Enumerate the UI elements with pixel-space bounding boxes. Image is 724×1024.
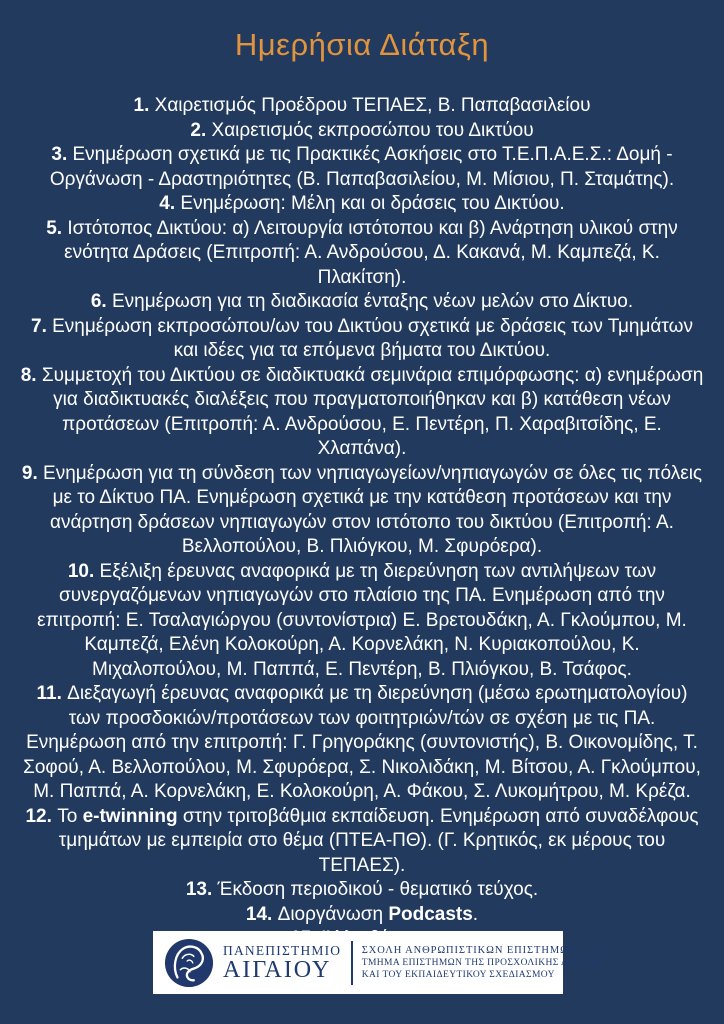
agenda-item-text: Εξέλιξη έρευνας αναφορικά με τη διερεύνηση των αντιλήψεων των συνεργαζόμενων νηπιαγωγών στο πλαίσιο της ΠΑ. Ενημέρωση από την επιτροπή: Ε. Τσαλαγιώργου (συντονίστρια) Ε. Βρετουδάκη, Α. Γκλούμπου, Μ. Καμπεζά, Ελένη Κολοκούρη, Α. Κορνελάκη, Ν. Κυριακοπούλου, Κ. Μιχαλοπούλου, Μ. Παππά, Ε. Πεντέρη, Β. Πλιόγκου, Β. Τσάφος. bbox=[37, 560, 687, 680]
agenda-item-text: Χαιρετισμός Προέδρου ΤΕΠΑΕΣ, Β. Παπαβασιλείου bbox=[154, 95, 591, 116]
agenda-item bbox=[20, 878, 704, 903]
agenda-item-number: 2. bbox=[190, 119, 212, 141]
agenda-item-number: 5. bbox=[46, 217, 68, 239]
agenda-item-number: 6. bbox=[90, 291, 112, 312]
agenda-item-text: Ενημέρωση: Μέλη και οι δράσεις του Δικτύου. bbox=[180, 193, 565, 214]
agenda-item-emphasis: e-twinning bbox=[82, 805, 178, 827]
agenda-item-number: 8. bbox=[20, 364, 42, 386]
agenda-item-number: 9. bbox=[21, 462, 44, 484]
agenda-item bbox=[20, 315, 704, 364]
agenda-item bbox=[20, 364, 704, 462]
agenda-item-emphasis: Podcasts bbox=[388, 903, 473, 925]
agenda-item-text: Ενημέρωση για τη σύνδεση των νηπιαγωγείων/νηπιαγωγών σε όλες τις πόλεις με το Δίκτυο ΠΑ. Ενημέρωση σχετικά με την κατάθεση προτάσεων και την ανάρτηση δράσεων νηπιαγωγών στον ιστότοπο του δικτύου (Επιτροπή: Α. Βελλοπούλου, Β. Πλιόγκου, Μ. Σφυρόερα). bbox=[43, 462, 703, 557]
university-name-line1: ΠΑΝΕΠΙΣΤΗΜΙΟ bbox=[223, 943, 342, 958]
agenda-item-number: 3. bbox=[51, 144, 73, 165]
agenda-item bbox=[20, 94, 704, 119]
agenda-item-number: 13. bbox=[185, 879, 218, 900]
agenda-item-number: 12. bbox=[25, 805, 58, 827]
agenda-item bbox=[20, 560, 704, 683]
logo-divider bbox=[351, 941, 353, 985]
agenda-item-text: Ενημέρωση για τη διαδικασία ένταξης νέων μελών στο Δίκτυο. bbox=[111, 291, 634, 312]
school-name: ΣΧΟΛΗ ΑΝΘΡΩΠΙΣΤΙΚΩΝ ΕΠΙΣΤΗΜΩΝ bbox=[361, 945, 578, 956]
agenda-item-number: 11. bbox=[36, 683, 68, 704]
agenda-item bbox=[20, 143, 704, 192]
agenda-item bbox=[20, 462, 704, 560]
agenda-item-text: Το bbox=[57, 805, 83, 827]
agenda-item-text: Ιστότοπος Δικτύου: α) Λειτουργία ιστότοπου και β) Ανάρτηση υλικού στην ενότητα Δράσεις (Επιτροπή: Α. Ανδρούσου, Δ. Κακανά, Μ. Καμπεζά, Κ. Πλακίτση). bbox=[64, 217, 678, 288]
agenda-item-text: Ενημέρωση σχετικά με τις Πρακτικές Ασκήσεις στο Τ.Ε.Π.Α.Ε.Σ.: Δομή - Οργάνωση - Δραστηριότητες (Β. Παπαβασιλείου, Μ. Μίσιου, Π. Σταμάτης). bbox=[49, 144, 675, 190]
university-logo bbox=[153, 931, 601, 994]
agenda-item bbox=[20, 682, 704, 805]
agenda-item-number: 14. bbox=[245, 903, 278, 925]
agenda-item bbox=[20, 903, 704, 928]
university-name bbox=[223, 943, 341, 982]
agenda-item bbox=[20, 119, 704, 144]
agenda-item-text: Χαιρετισμός εκπροσώπου του Δικτύου bbox=[211, 119, 534, 141]
department-name-line2: ΚΑΙ ΤΟΥ ΕΚΠΑΙΔΕΥΤΙΚΟΥ ΣΧΕΔΙΑΣΜΟΥ bbox=[361, 969, 555, 980]
aegean-university-seal-icon bbox=[164, 938, 214, 988]
agenda-item bbox=[20, 805, 704, 879]
agenda-item-text: Έκδοση περιοδικού - θεματικό τεύχος. bbox=[217, 879, 539, 900]
department-name-line1: ΤΜΗΜΑ ΕΠΙΣΤΗΜΩΝ ΤΗΣ ΠΡΟΣΧΟΛΙΚΗΣ ΑΓΩΓΗΣ bbox=[361, 958, 601, 968]
agenda-item-text: Διοργάνωση bbox=[277, 903, 389, 925]
agenda-item-text: . bbox=[472, 903, 479, 925]
agenda-item bbox=[20, 192, 704, 217]
university-name-line2: ΑΙΓΑΙΟΥ bbox=[223, 957, 332, 983]
agenda-item-number: 7. bbox=[31, 315, 53, 337]
agenda-item-number: 10. bbox=[67, 560, 100, 582]
agenda-item-text: Ενημέρωση εκπροσώπου/ων του Δικτύου σχετικά με δράσεις των Τμημάτων και ιδέες για τα επόμενα βήματα του Δικτύου. bbox=[52, 315, 693, 361]
agenda-item-text: Συμμετοχή του Δικτύου σε διαδικτυακά σεμινάρια επιμόρφωσης: α) ενημέρωση για διαδικτυακές διαλέξεις που πραγματοποιήθηκαν και β) κατάθεση νέων προτάσεων (Επιτροπή: Α. Ανδρούσου, Ε. Πεντέρη, Π. Χαραβιτσίδης, Ε. Χλαπάνα). bbox=[41, 364, 704, 459]
agenda-item-text: Διεξαγωγή έρευνας αναφορικά με τη διερεύνηση (μέσω ερωτηματολογίου) των προσδοκιών/προτάσεων των φοιτητριών/τών σε σχέση με τις ΠΑ. Ενημέρωση από την επιτροπή: Γ. Γρηγοράκης (συντονιστής), Β. Οικονομίδης, Τ. Σοφού, Α. Βελλοπούλου, Μ. Σφυρόερα, Σ. Νικολιδάκη, Μ. Βίτσου, Α. Γκλούμπου, Μ. Παππά, Α. Κορνελάκη, Ε. Κολοκούρη, Α. Φάκου, Σ. Λυκομήτρου, Μ. Κρέζα. bbox=[23, 683, 701, 802]
agenda-item bbox=[20, 290, 704, 315]
page-title: Ημερήσια Διάταξη bbox=[234, 27, 490, 62]
agenda-item-number: 4. bbox=[159, 193, 181, 214]
agenda-item-number: 1. bbox=[133, 95, 155, 116]
school-department-text bbox=[362, 944, 601, 981]
agenda-item-text: στην τριτοβάθμια εκπαίδευση. Ενημέρωση από συναδέλφους τμημάτων με εμπειρία στο θέμα (ΠΤΕΑ-ΠΘ). (Γ. Κρητικός, εκ μέρους του ΤΕΠΑΕΣ). bbox=[58, 805, 699, 876]
agenda-list bbox=[20, 94, 704, 952]
agenda-item bbox=[20, 217, 704, 291]
